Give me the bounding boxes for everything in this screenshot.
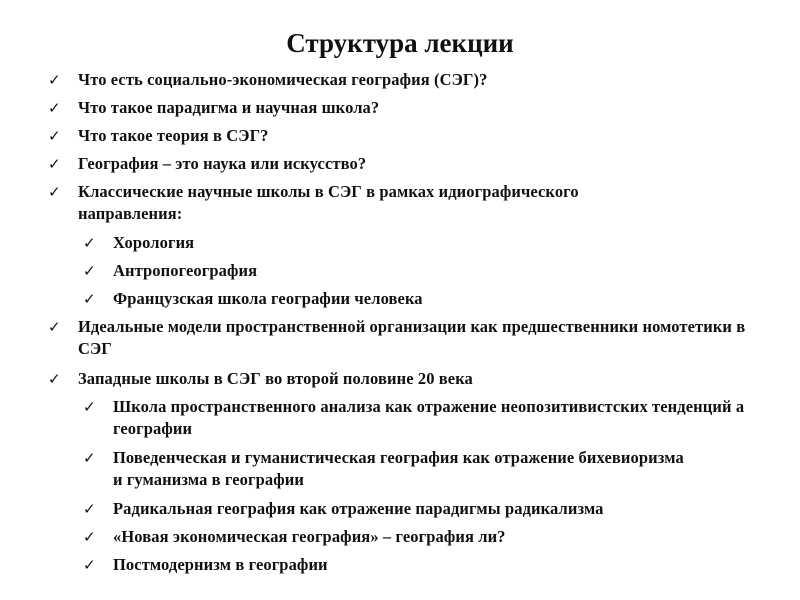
list-item	[83, 447, 693, 491]
checkmark-icon: ✓	[83, 262, 96, 280]
list-item	[83, 260, 773, 282]
list-item	[48, 125, 768, 147]
checkmark-icon: ✓	[83, 556, 96, 574]
list-item-text: Школа пространственного анализа как отражение неопозитивистских тенденций а географии	[113, 397, 745, 438]
list-item-text: Радикальная география как отражение парадигмы радикализма	[113, 499, 604, 518]
checkmark-icon: ✓	[48, 71, 61, 89]
list-item-text: Антропогеография	[113, 261, 258, 280]
list-item	[48, 69, 768, 91]
list-item	[83, 396, 753, 440]
list-item-text: Французская школа географии человека	[113, 289, 423, 308]
checkmark-icon: ✓	[83, 500, 96, 518]
checkmark-icon: ✓	[48, 370, 61, 388]
list-item-text: Постмодернизм в географии	[113, 555, 328, 574]
checkmark-icon: ✓	[83, 234, 96, 252]
list-item	[83, 498, 773, 520]
checkmark-icon: ✓	[48, 127, 61, 145]
list-item-text: «Новая экономическая география» – география ли?	[113, 527, 506, 546]
list-item	[48, 368, 768, 390]
list-item	[83, 554, 773, 576]
list-item-text: Что такое парадигма и научная школа?	[78, 98, 380, 117]
list-item	[48, 181, 678, 225]
checkmark-icon: ✓	[48, 318, 61, 336]
checkmark-icon: ✓	[83, 290, 96, 308]
list-item	[83, 526, 773, 548]
list-item	[83, 288, 773, 310]
checkmark-icon: ✓	[83, 398, 96, 416]
list-item	[48, 97, 768, 119]
list-item-text: Идеальные модели пространственной организации как предшественники номотетики в СЭГ	[78, 317, 746, 358]
list-item	[48, 153, 768, 175]
checkmark-icon: ✓	[48, 99, 61, 117]
list-item-text: Поведенческая и гуманистическая география как отражение бихевиоризма и гуманизма в географии	[113, 448, 684, 489]
list-item-text: Что такое теория в СЭГ?	[78, 126, 269, 145]
checkmark-icon: ✓	[48, 183, 61, 201]
slide-title: Структура лекции	[286, 28, 514, 58]
list-item-text: Что есть социально-экономическая география (СЭГ)?	[78, 70, 488, 89]
checkmark-icon: ✓	[83, 528, 96, 546]
list-item-text: Классические научные школы в СЭГ в рамках идиографического направления:	[78, 182, 579, 223]
checkmark-icon: ✓	[48, 155, 61, 173]
list-item-text: Западные школы в СЭГ во второй половине 20 века	[78, 369, 473, 388]
list-item	[48, 316, 748, 360]
list-item-text: Хорология	[113, 233, 195, 252]
checkmark-icon: ✓	[83, 449, 96, 467]
list-item-text: География – это наука или искусство?	[78, 154, 367, 173]
list-item	[83, 232, 773, 254]
